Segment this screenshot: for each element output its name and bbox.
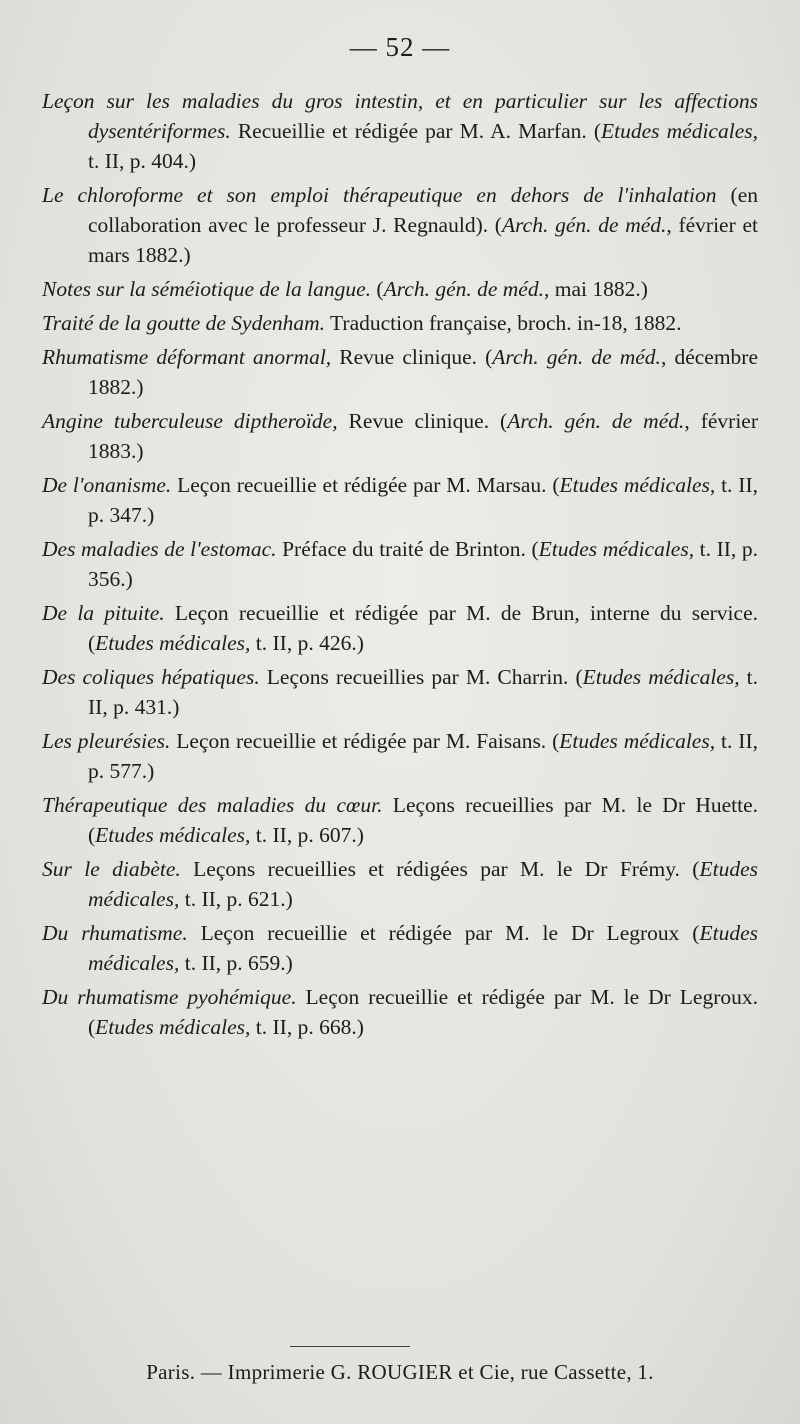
entry-tail: t. II, p. 356.) xyxy=(88,537,759,591)
entry-tail: , mai 1882.) xyxy=(543,277,648,301)
entry-source: Arch. gén. de méd. xyxy=(492,345,661,369)
bibliography-entry xyxy=(42,406,758,466)
entry-tail: , février 1883.) xyxy=(88,409,759,463)
bibliography-entry xyxy=(42,534,758,594)
entry-title: De la pituite. xyxy=(42,601,165,625)
entry-text: Leçons recueillies et rédigées par M. le Dr Frémy. ( xyxy=(180,857,700,881)
entry-title: Sur le diabète. xyxy=(42,857,181,881)
bibliography-entry xyxy=(42,854,758,914)
entry-source: Etudes médicales, xyxy=(559,473,716,497)
entry-tail: , décembre 1882.) xyxy=(88,345,758,399)
entry-text: Revue clinique. ( xyxy=(331,345,493,369)
entry-tail: t. II, p. 431.) xyxy=(88,665,758,719)
entry-text: Leçon recueillie et rédigée par M. le Dr Legroux. ( xyxy=(88,985,758,1039)
entry-title: Du rhumatisme pyohémique. xyxy=(42,985,297,1009)
page-number: — 52 — xyxy=(349,32,451,62)
entry-text: Leçon recueillie et rédigée par M. de Brun, interne du service. ( xyxy=(88,601,758,655)
entry-title: Thérapeutique des maladies du cœur. xyxy=(42,793,383,817)
entry-source: Arch. gén. de méd. xyxy=(383,277,544,301)
bibliography-entry xyxy=(42,308,758,338)
bibliography-entry xyxy=(42,662,758,722)
entry-tail: t. II, p. 577.) xyxy=(88,729,758,783)
entry-text: Leçon recueillie et rédigée par M. Faisans. ( xyxy=(170,729,560,753)
entry-text: Préface du traité de Brinton. ( xyxy=(276,537,539,561)
imprint-footer: Paris. — Imprimerie G. ROUGIER et Cie, rue Cassette, 1. xyxy=(146,1360,654,1384)
entry-source: Etudes médicales, xyxy=(582,665,740,689)
entry-title: Notes sur la séméiotique de la langue. xyxy=(42,277,372,301)
footer-divider xyxy=(290,1346,410,1347)
entry-text: (en collaboration avec le professeur J. Regnauld). ( xyxy=(88,183,758,237)
entry-source: Etudes médicales, xyxy=(95,823,251,847)
bibliography-entry xyxy=(42,982,758,1042)
entry-title: Le chloroforme et son emploi thérapeutique en dehors de l'inhalation xyxy=(42,183,717,207)
entry-title: Des maladies de l'estomac. xyxy=(42,537,277,561)
entry-tail: t. II, p. 607.) xyxy=(250,823,364,847)
entry-title: De l'onanisme. xyxy=(42,473,172,497)
entry-tail: t. II, p. 347.) xyxy=(88,473,758,527)
entry-title: Leçon sur les maladies du gros intestin, et en particulier sur les affections dysentériformes. xyxy=(42,89,758,143)
bibliography-entry xyxy=(42,790,758,850)
bibliography-entry xyxy=(42,470,758,530)
entry-source: Etudes médicales, xyxy=(95,631,251,655)
bibliography-entry xyxy=(42,274,758,304)
bibliography-entry xyxy=(42,342,758,402)
entry-text: ( xyxy=(371,277,384,301)
entry-text: Leçons recueillies par M. le Dr Huette. ( xyxy=(88,793,758,847)
entry-tail: t. II, p. 621.) xyxy=(179,887,293,911)
bibliography-entry xyxy=(42,726,758,786)
bibliography-entry xyxy=(42,598,758,658)
entry-source: Etudes médicales, xyxy=(601,119,758,143)
entry-source: Etudes médicales, xyxy=(559,729,716,753)
entry-title: Angine tuberculeuse diptheroïde, xyxy=(42,409,338,433)
entry-tail: t. II, p. 426.) xyxy=(250,631,364,655)
entry-title: Les pleurésies. xyxy=(42,729,171,753)
entry-text: Leçon recueillie et rédigée par M. Marsau. ( xyxy=(171,473,560,497)
entry-text: Revue clinique. ( xyxy=(337,409,508,433)
bibliography-entry xyxy=(42,86,758,176)
entry-source: Etudes médicales, xyxy=(88,921,758,975)
entry-text: Traduction française, broch. in-18, 1882. xyxy=(325,311,682,335)
entry-source: Etudes médicales, xyxy=(95,1015,251,1039)
entry-text: Leçon recueillie et rédigée par M. le Dr Legroux ( xyxy=(187,921,700,945)
entry-source: Etudes médicales, xyxy=(88,857,758,911)
entry-source: Arch. gén. de méd. xyxy=(507,409,685,433)
entry-source: Arch. gén. de méd. xyxy=(501,213,667,237)
bibliography-entry xyxy=(42,180,758,270)
entry-source: Etudes médicales, xyxy=(538,537,695,561)
entry-title: Du rhumatisme. xyxy=(42,921,188,945)
entry-tail: t. II, p. 668.) xyxy=(250,1015,364,1039)
entry-title: Rhumatisme déformant anormal, xyxy=(42,345,332,369)
bibliography-entry xyxy=(42,918,758,978)
entry-tail: t. II, p. 659.) xyxy=(179,951,293,975)
entry-tail: t. II, p. 404.) xyxy=(88,149,197,173)
entry-text: Recueillie et rédigée par M. A. Marfan. ( xyxy=(230,119,602,143)
entry-tail: , février et mars 1882.) xyxy=(88,213,758,267)
entry-title: Traité de la goutte de Sydenham. xyxy=(42,311,326,335)
entry-title: Des coliques hépatiques. xyxy=(42,665,260,689)
bibliography-list xyxy=(42,86,758,1046)
entry-text: Leçons recueillies par M. Charrin. ( xyxy=(259,665,583,689)
